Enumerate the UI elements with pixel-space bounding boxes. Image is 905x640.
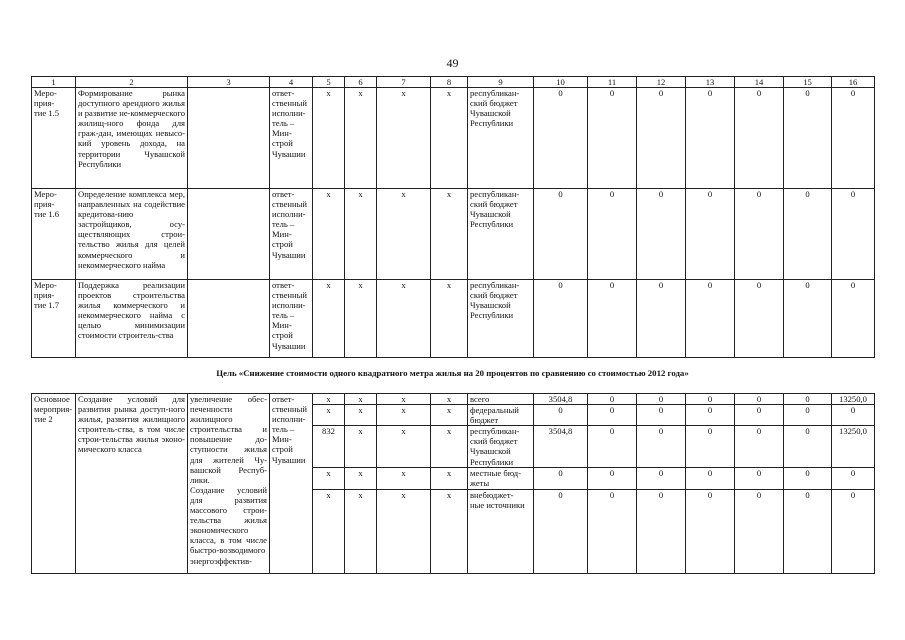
cell-c12: 0 [637, 468, 686, 490]
table-row [32, 88, 875, 189]
event-description: Определение комплекса мер, направленных на содействие кредитова-нию застройщиков, осу-ществляющих строи-тельство жилья для целей коммерческого и некоммерческого найма [76, 189, 188, 280]
table-row [32, 394, 875, 405]
event-responsible: ответ- ственный исполни- тель – Мин- строй Чувашии [270, 280, 313, 358]
event-col3 [188, 88, 270, 189]
funding-source: всего [468, 394, 534, 405]
cell-c10: 0 [534, 490, 588, 574]
col-number: 7 [377, 77, 431, 88]
cell-c11: 0 [588, 189, 637, 280]
cell-c5: х [313, 280, 345, 358]
cell-c13: 0 [686, 280, 735, 358]
cell-c11: 0 [588, 88, 637, 189]
cell-c16: 0 [832, 88, 875, 189]
col-number: 8 [431, 77, 468, 88]
cell-c11: 0 [588, 280, 637, 358]
cell-c10: 0 [534, 280, 588, 358]
funding-source: республикан- ский бюджет Чувашской Республики [468, 280, 534, 358]
cell-c6: х [345, 405, 377, 426]
cell-c14: 0 [735, 426, 784, 468]
cell-c8: х [431, 426, 468, 468]
event-description: Поддержка реализации проектов строительства жилья коммерческого и некоммерческого найма с целью минимизации стоимости строитель-ства [76, 280, 188, 358]
cell-c16: 0 [832, 490, 875, 574]
cell-c15: 0 [784, 280, 832, 358]
cell-c10: 3504,8 [534, 426, 588, 468]
cell-c10: 0 [534, 468, 588, 490]
cell-c12: 0 [637, 280, 686, 358]
budget-table-main-event [31, 393, 875, 574]
col-number: 1 [32, 77, 76, 88]
col-number: 5 [313, 77, 345, 88]
cell-c7: х [377, 468, 431, 490]
cell-c8: х [431, 405, 468, 426]
cell-c8: х [431, 468, 468, 490]
cell-c6: х [345, 280, 377, 358]
cell-c16: 13250,0 [832, 426, 875, 468]
cell-c13: 0 [686, 88, 735, 189]
cell-c7: х [377, 405, 431, 426]
col-number: 11 [588, 77, 637, 88]
col-number: 15 [784, 77, 832, 88]
table-row [32, 280, 875, 358]
cell-c14: 0 [735, 394, 784, 405]
cell-c7: х [377, 189, 431, 280]
cell-c12: 0 [637, 189, 686, 280]
page-number: 49 [446, 56, 459, 70]
cell-c5: х [313, 394, 345, 405]
cell-c11: 0 [588, 394, 637, 405]
cell-c14: 0 [735, 88, 784, 189]
cell-c13: 0 [686, 468, 735, 490]
event-description: Формирование рынка доступного арендного жилья и развитие не-коммерческого жилищ-ного фонда для граж-дан, имеющих невысо-кий уровень дохода, на территории Чувашской Республики [76, 88, 188, 189]
event-name: Меро- прия- тие 1.5 [32, 88, 76, 189]
cell-c6: х [345, 189, 377, 280]
cell-c10: 0 [534, 189, 588, 280]
event-responsible: ответ- ственный исполни- тель – Мин- строй Чувашии [270, 88, 313, 189]
cell-c15: 0 [784, 405, 832, 426]
cell-c11: 0 [588, 490, 637, 574]
funding-source: внебюджет- ные источники [468, 490, 534, 574]
cell-c8: х [431, 88, 468, 189]
col-number: 14 [735, 77, 784, 88]
table-row [32, 189, 875, 280]
cell-c13: 0 [686, 490, 735, 574]
cell-c12: 0 [637, 394, 686, 405]
cell-c8: х [431, 280, 468, 358]
cell-c8: х [431, 394, 468, 405]
cell-c16: 0 [832, 468, 875, 490]
cell-c7: х [377, 394, 431, 405]
cell-c14: 0 [735, 468, 784, 490]
cell-c16: 0 [832, 280, 875, 358]
col-number: 4 [270, 77, 313, 88]
cell-c15: 0 [784, 394, 832, 405]
cell-c13: 0 [686, 405, 735, 426]
cell-c13: 0 [686, 426, 735, 468]
col-number: 12 [637, 77, 686, 88]
col-number: 3 [188, 77, 270, 88]
funding-source: федеральный бюджет [468, 405, 534, 426]
col-number: 6 [345, 77, 377, 88]
cell-c12: 0 [637, 490, 686, 574]
cell-c12: 0 [637, 88, 686, 189]
cell-c5: х [313, 88, 345, 189]
cell-c6: х [345, 88, 377, 189]
cell-c7: х [377, 280, 431, 358]
cell-c15: 0 [784, 490, 832, 574]
cell-c11: 0 [588, 468, 637, 490]
cell-c7: х [377, 490, 431, 574]
cell-c5: х [313, 405, 345, 426]
cell-c5: 832 [313, 426, 345, 468]
event-name: Основное мероприя- тие 2 [32, 394, 76, 574]
cell-c6: х [345, 468, 377, 490]
event-col3 [188, 280, 270, 358]
event-responsible: ответ- ственный исполни- тель – Мин- строй Чувашии [270, 189, 313, 280]
event-description: Создание условий для развития рынка доступ-ного жилья, развития жилищного строитель-ства, в том числе строи-тельства жилья эконо-мического класса [76, 394, 188, 574]
cell-c15: 0 [784, 426, 832, 468]
cell-c5: х [313, 468, 345, 490]
cell-c10: 3504,8 [534, 394, 588, 405]
event-col3 [188, 189, 270, 280]
col-number: 13 [686, 77, 735, 88]
cell-c15: 0 [784, 88, 832, 189]
funding-source: республикан- ский бюджет Чувашской Республики [468, 189, 534, 280]
cell-c12: 0 [637, 405, 686, 426]
cell-c11: 0 [588, 426, 637, 468]
cell-c14: 0 [735, 280, 784, 358]
cell-c10: 0 [534, 88, 588, 189]
cell-c16: 0 [832, 405, 875, 426]
budget-table-top [31, 76, 875, 358]
cell-c14: 0 [735, 189, 784, 280]
event-name: Меро- прия- тие 1.6 [32, 189, 76, 280]
cell-c13: 0 [686, 189, 735, 280]
cell-c14: 0 [735, 405, 784, 426]
event-responsible: ответ- ственный исполни- тель – Мин- строй Чувашии [270, 394, 313, 574]
cell-c13: 0 [686, 394, 735, 405]
cell-c5: х [313, 490, 345, 574]
col-number: 16 [832, 77, 875, 88]
col-number: 10 [534, 77, 588, 88]
funding-source: местные бюд- жеты [468, 468, 534, 490]
cell-c12: 0 [637, 426, 686, 468]
col-number: 9 [468, 77, 534, 88]
event-goal-text: увеличение обес-печенности жилищного строительства и повышение до-ступности жилья для жителей Чу-вашской Респуб-лики. Создание условий для развития массового строи-тельства жилья экономического класса, в том числе быстро-возводимого энергоэффектив- [188, 394, 270, 574]
col-number: 2 [76, 77, 188, 88]
cell-c15: 0 [784, 189, 832, 280]
cell-c16: 13250,0 [832, 394, 875, 405]
goal-heading: Цель «Снижение стоимости одного квадратного метра жилья на 20 процентов по сравнению со стоимостью 2012 года» [216, 368, 689, 378]
cell-c6: х [345, 426, 377, 468]
event-name: Меро- прия- тие 1.7 [32, 280, 76, 358]
cell-c5: х [313, 189, 345, 280]
funding-source: республикан- ский бюджет Чувашской Республики [468, 426, 534, 468]
cell-c15: 0 [784, 468, 832, 490]
column-number-row [32, 77, 875, 88]
cell-c14: 0 [735, 490, 784, 574]
cell-c16: 0 [832, 189, 875, 280]
cell-c6: х [345, 490, 377, 574]
cell-c7: х [377, 426, 431, 468]
cell-c8: х [431, 189, 468, 280]
cell-c7: х [377, 88, 431, 189]
funding-source: республикан- ский бюджет Чувашской Республики [468, 88, 534, 189]
cell-c8: х [431, 490, 468, 574]
cell-c11: 0 [588, 405, 637, 426]
cell-c10: 0 [534, 405, 588, 426]
cell-c6: х [345, 394, 377, 405]
